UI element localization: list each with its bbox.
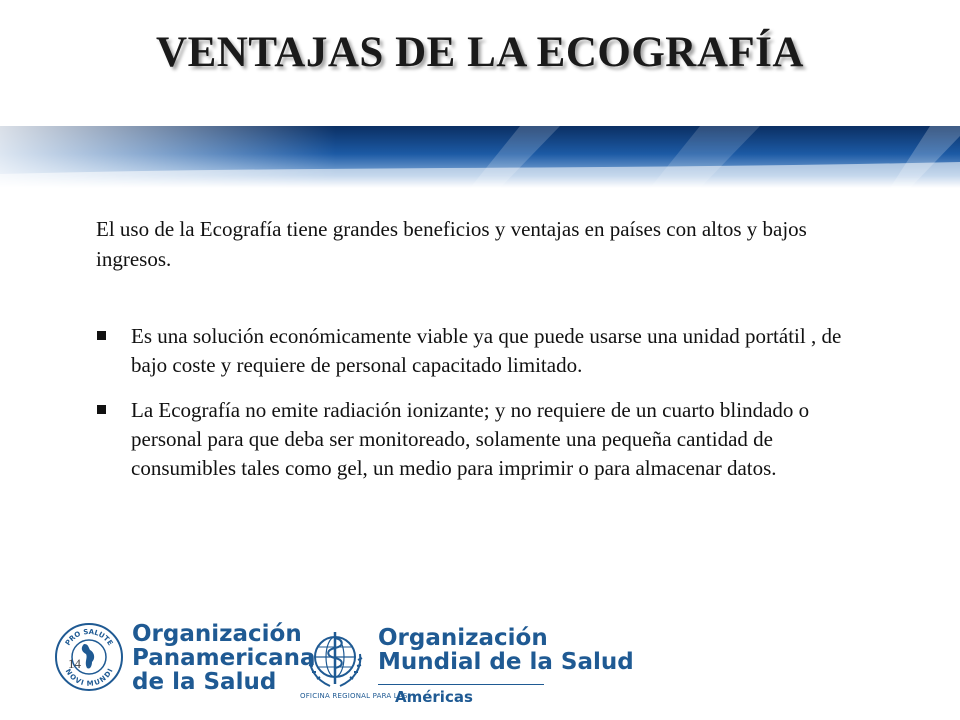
slide-title: VENTAJAS DE LA ECOGRAFÍA	[156, 29, 804, 76]
seal-top-text: PRO SALUTE	[63, 627, 115, 648]
who-americas-label: Américas	[395, 688, 473, 706]
header-banner	[0, 126, 960, 188]
who-regional-office-label: OFICINA REGIONAL PARA LAS	[300, 692, 408, 700]
svg-text:PRO SALUTE	[64, 628, 115, 647]
paho-line-3: de la Salud	[132, 669, 277, 695]
paho-seal-icon	[54, 622, 124, 692]
bullet-list	[96, 322, 866, 499]
paho-line-2: Panamericana	[132, 645, 316, 671]
who-emblem-icon	[300, 624, 370, 694]
who-line-1: Organización	[378, 625, 548, 651]
bullet-text: Es una solución económicamente viable ya que puede usarse una unidad portátil , de bajo coste y requiere de personal capacitado limitado.	[131, 324, 842, 377]
square-bullet-icon	[97, 405, 106, 414]
who-line-2: Mundial de la Salud	[378, 649, 634, 675]
who-logo-text	[378, 626, 634, 674]
who-divider	[378, 684, 544, 685]
page-number: 14	[68, 656, 81, 671]
square-bullet-icon	[97, 331, 106, 340]
seal-bottom-text: NOVI MUNDI	[63, 667, 115, 688]
paho-line-1: Organización	[132, 621, 302, 647]
bullet-item	[96, 396, 866, 483]
paho-logo-text	[132, 622, 316, 694]
bullet-item	[96, 322, 866, 380]
bullet-text: La Ecografía no emite radiación ionizante; y no requiere de un cuarto blindado o personal para que deba ser monitoreado, solamente una pequeña cantidad de consumibles tales como gel, un medio para imprimir o para almacenar datos.	[131, 398, 810, 480]
intro-paragraph: El uso de la Ecografía tiene grandes beneficios y ventajas en países con altos y bajos ingresos.	[96, 217, 807, 271]
